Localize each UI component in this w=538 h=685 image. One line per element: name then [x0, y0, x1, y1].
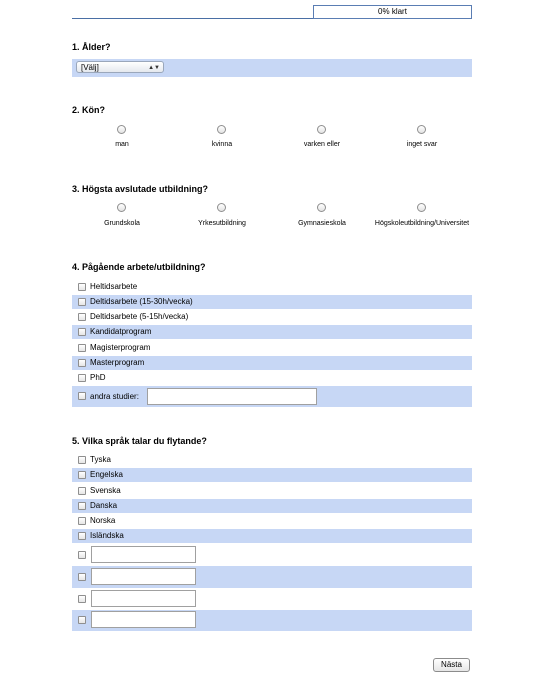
checkbox[interactable]	[78, 359, 86, 367]
checkbox[interactable]	[78, 392, 86, 400]
language-other-input[interactable]	[91, 546, 196, 563]
occupation-other-row	[72, 386, 472, 407]
language-option[interactable]	[72, 529, 472, 543]
checkbox[interactable]	[78, 616, 86, 624]
checkbox[interactable]	[78, 471, 86, 479]
occupation-option[interactable]	[72, 295, 472, 309]
education-label-yrkesutbildning: Yrkesutbildning	[198, 220, 246, 227]
question-5-title: 5. Vilka språk talar du flytande?	[72, 436, 207, 446]
checkbox[interactable]	[78, 595, 86, 603]
checkbox[interactable]	[78, 374, 86, 382]
question-3-title: 3. Högsta avslutade utbildning?	[72, 184, 209, 194]
checkbox[interactable]	[78, 283, 86, 291]
progress-indicator: 0% klart	[313, 5, 472, 19]
option-label: Deltidsarbete (5-15h/vecka)	[90, 312, 189, 321]
occupation-option[interactable]	[72, 371, 472, 385]
option-label: Masterprogram	[90, 358, 145, 367]
next-button[interactable]: Nästa	[433, 658, 470, 672]
checkbox[interactable]	[78, 487, 86, 495]
occupation-option[interactable]	[72, 325, 472, 339]
occupation-option[interactable]	[72, 341, 472, 355]
language-option[interactable]	[72, 484, 472, 498]
age-select-value: [Välj]	[81, 63, 99, 72]
gender-radio-inget-svar[interactable]	[417, 125, 426, 134]
option-label: Svenska	[90, 486, 121, 495]
gender-label-kvinna: kvinna	[211, 141, 233, 148]
language-other-input[interactable]	[91, 611, 196, 628]
option-label: Tyska	[90, 455, 111, 464]
language-other-row	[72, 544, 472, 566]
checkbox[interactable]	[78, 573, 86, 581]
gender-radio-kvinna[interactable]	[217, 125, 226, 134]
other-studies-label: andra studier:	[90, 392, 139, 401]
language-other-input[interactable]	[91, 568, 196, 585]
option-label: Engelska	[90, 470, 123, 479]
occupation-option[interactable]	[72, 356, 472, 370]
checkbox[interactable]	[78, 313, 86, 321]
language-option[interactable]	[72, 468, 472, 482]
select-arrows-icon: ▲▼	[148, 65, 160, 71]
question-1-title: 1. Ålder?	[72, 42, 111, 52]
education-label-grundskola: Grundskola	[104, 220, 140, 227]
question-4-title: 4. Pågående arbete/utbildning?	[72, 262, 206, 272]
gender-label-man: man	[115, 141, 129, 148]
language-option[interactable]	[72, 499, 472, 513]
option-label: Norska	[90, 516, 116, 525]
other-studies-input[interactable]	[147, 388, 317, 405]
option-label: Danska	[90, 501, 118, 510]
checkbox[interactable]	[78, 532, 86, 540]
question-2-title: 2. Kön?	[72, 105, 105, 115]
option-label: Isländska	[90, 531, 124, 540]
checkbox[interactable]	[78, 517, 86, 525]
option-label: Deltidsarbete (15-30h/vecka)	[90, 297, 193, 306]
education-label-hogskola: Högskoleutbildning/Universitet	[374, 220, 470, 227]
gender-radio-varken-eller[interactable]	[317, 125, 326, 134]
checkbox[interactable]	[78, 551, 86, 559]
checkbox[interactable]	[78, 502, 86, 510]
checkbox[interactable]	[78, 456, 86, 464]
education-label-gymnasieskola: Gymnasieskola	[298, 220, 346, 227]
occupation-option[interactable]	[72, 280, 472, 294]
language-other-input[interactable]	[91, 590, 196, 607]
option-label: Magisterprogram	[90, 343, 151, 352]
education-radio-hogskola[interactable]	[417, 203, 426, 212]
checkbox[interactable]	[78, 328, 86, 336]
language-other-row	[72, 566, 472, 588]
language-other-row	[72, 588, 472, 610]
option-label: Kandidatprogram	[90, 327, 152, 336]
education-radio-yrkesutbildning[interactable]	[217, 203, 226, 212]
gender-radio-man[interactable]	[117, 125, 126, 134]
education-radio-gymnasieskola[interactable]	[317, 203, 326, 212]
education-radio-grundskola[interactable]	[117, 203, 126, 212]
gender-label-inget-svar: inget svar	[406, 141, 438, 148]
age-select[interactable]	[76, 61, 164, 73]
language-other-row	[72, 610, 472, 631]
option-label: PhD	[90, 373, 106, 382]
language-option[interactable]	[72, 514, 472, 528]
language-option[interactable]	[72, 453, 472, 467]
option-label: Heltidsarbete	[90, 282, 138, 291]
occupation-option[interactable]	[72, 310, 472, 324]
checkbox[interactable]	[78, 344, 86, 352]
checkbox[interactable]	[78, 298, 86, 306]
gender-label-varken-eller: varken eller	[303, 141, 341, 148]
